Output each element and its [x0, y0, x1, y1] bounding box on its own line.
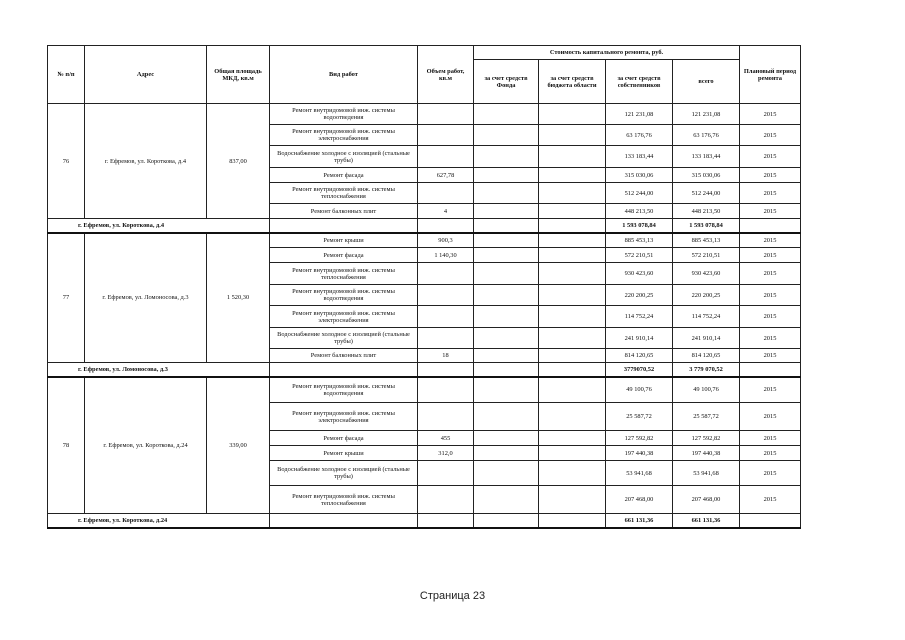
cell-total: 49 100,76 [673, 377, 740, 403]
cell-work [270, 219, 418, 233]
cell-period: 2015 [740, 146, 801, 168]
cell-volume [418, 461, 474, 486]
cell-period: 2015 [740, 168, 801, 183]
cell-period: 2015 [740, 104, 801, 125]
cell-volume [418, 263, 474, 285]
cell-owners: 127 592,82 [606, 431, 673, 446]
header-volume: Объем работ, кв.м [418, 46, 474, 104]
cell-region [539, 219, 606, 233]
cell-owners: 885 453,13 [606, 233, 673, 248]
cell-volume: 627,78 [418, 168, 474, 183]
total-owners: 1 593 078,84 [606, 219, 673, 233]
cell-fund [474, 377, 539, 403]
cell-period: 2015 [740, 431, 801, 446]
row-address: г. Ефремов, ул. Короткова, д.4 [85, 104, 207, 219]
cell-region [539, 104, 606, 125]
cell-volume [418, 146, 474, 168]
header-area: Общая площадь МКД, кв.м [207, 46, 270, 104]
cell-region [539, 328, 606, 349]
cell-volume: 455 [418, 431, 474, 446]
cell-region [539, 363, 606, 377]
cell-fund [474, 514, 539, 528]
cell-volume [418, 219, 474, 233]
cell-total: 121 231,08 [673, 104, 740, 125]
total-owners: 661 131,36 [606, 514, 673, 528]
cell-total: 63 176,76 [673, 125, 740, 146]
cell-work: Ремонт крыши [270, 233, 418, 248]
cell-fund [474, 263, 539, 285]
cell-fund [474, 306, 539, 328]
cell-period [740, 219, 801, 233]
row-number: 78 [48, 377, 85, 514]
header-period: Плановый период ремонта [740, 46, 801, 104]
cell-owners: 53 941,68 [606, 461, 673, 486]
cell-total: 53 941,68 [673, 461, 740, 486]
total-owners: 3779070,52 [606, 363, 673, 377]
cell-work: Ремонт крыши [270, 446, 418, 461]
cell-owners: 241 910,14 [606, 328, 673, 349]
total-address: г. Ефремов, ул. Ломоносова, д.3 [48, 363, 270, 377]
cell-total: 448 213,50 [673, 204, 740, 219]
cell-fund [474, 431, 539, 446]
cell-volume: 900,3 [418, 233, 474, 248]
cell-owners: 133 183,44 [606, 146, 673, 168]
cell-period [740, 514, 801, 528]
cell-volume [418, 183, 474, 204]
header-fund: за счет средств Фонда [474, 60, 539, 104]
cell-period: 2015 [740, 285, 801, 306]
cell-region [539, 486, 606, 514]
cell-period: 2015 [740, 328, 801, 349]
cell-period: 2015 [740, 486, 801, 514]
cell-owners: 814 120,65 [606, 349, 673, 363]
table-row-total [48, 514, 801, 528]
cell-owners: 512 244,00 [606, 183, 673, 204]
cell-owners: 121 231,08 [606, 104, 673, 125]
cell-period: 2015 [740, 183, 801, 204]
cell-work: Ремонт балконных плит [270, 204, 418, 219]
cell-fund [474, 146, 539, 168]
cell-total: 315 030,06 [673, 168, 740, 183]
cell-work: Водоснабжение холодное с изоляцией (стальные трубы) [270, 146, 418, 168]
cell-work: Ремонт внутридомовой инж. системы электроснабжения [270, 403, 418, 431]
total-sum: 1 593 078,84 [673, 219, 740, 233]
cell-volume: 4 [418, 204, 474, 219]
cell-volume [418, 328, 474, 349]
cell-region [539, 125, 606, 146]
total-address: г. Ефремов, ул. Короткова, д.24 [48, 514, 270, 528]
header-work: Вид работ [270, 46, 418, 104]
row-address: г. Ефремов, ул. Короткова, д.24 [85, 377, 207, 514]
cell-work: Водоснабжение холодное с изоляцией (стальные трубы) [270, 328, 418, 349]
row-number: 77 [48, 233, 85, 363]
table-row [48, 377, 801, 403]
cell-fund [474, 248, 539, 263]
cell-work: Ремонт внутридомовой инж. системы водоотведения [270, 104, 418, 125]
cell-period: 2015 [740, 377, 801, 403]
table-row [48, 104, 801, 125]
total-address: г. Ефремов, ул. Короткова, д.4 [48, 219, 270, 233]
cell-total: 814 120,65 [673, 349, 740, 363]
cell-fund [474, 104, 539, 125]
cell-fund [474, 285, 539, 306]
header-address: Адрес [85, 46, 207, 104]
cell-owners: 207 468,00 [606, 486, 673, 514]
cell-volume [418, 363, 474, 377]
cell-owners: 315 030,06 [606, 168, 673, 183]
cell-fund [474, 446, 539, 461]
cell-total: 930 423,60 [673, 263, 740, 285]
cell-period: 2015 [740, 233, 801, 248]
cell-region [539, 377, 606, 403]
cell-fund [474, 125, 539, 146]
header-total: всего [673, 60, 740, 104]
cell-region [539, 233, 606, 248]
cell-volume: 1 140,30 [418, 248, 474, 263]
row-area: 837,00 [207, 104, 270, 219]
cell-period: 2015 [740, 349, 801, 363]
page-number: Страница 23 [419, 590, 486, 602]
cell-total: 133 183,44 [673, 146, 740, 168]
cell-work: Ремонт фасада [270, 248, 418, 263]
cell-period: 2015 [740, 306, 801, 328]
cell-region [539, 285, 606, 306]
cell-owners: 49 100,76 [606, 377, 673, 403]
cell-fund [474, 233, 539, 248]
cell-work: Ремонт фасада [270, 168, 418, 183]
table-body [48, 104, 801, 528]
cell-region [539, 349, 606, 363]
cell-owners: 63 176,76 [606, 125, 673, 146]
cell-fund [474, 461, 539, 486]
cell-work [270, 514, 418, 528]
cell-owners: 197 440,38 [606, 446, 673, 461]
table-row-total [48, 363, 801, 377]
cell-total: 885 453,13 [673, 233, 740, 248]
row-area: 339,00 [207, 377, 270, 514]
cell-region [539, 514, 606, 528]
header-owners: за счет средств собственников [606, 60, 673, 104]
cell-region [539, 306, 606, 328]
cell-period: 2015 [740, 248, 801, 263]
table-row [48, 233, 801, 248]
cell-volume [418, 285, 474, 306]
cell-period: 2015 [740, 446, 801, 461]
cell-region [539, 263, 606, 285]
cell-total: 197 440,38 [673, 446, 740, 461]
cell-period: 2015 [740, 403, 801, 431]
cell-fund [474, 363, 539, 377]
cell-period: 2015 [740, 204, 801, 219]
cell-owners: 448 213,50 [606, 204, 673, 219]
cell-work: Ремонт внутридомовой инж. системы теплоснабжения [270, 486, 418, 514]
cell-region [539, 461, 606, 486]
cell-work: Водоснабжение холодное с изоляцией (стальные трубы) [270, 461, 418, 486]
cell-work: Ремонт внутридомовой инж. системы водоотведения [270, 285, 418, 306]
header-cost-group: Стоимость капитального ремонта, руб. [474, 46, 740, 60]
cell-fund [474, 328, 539, 349]
cell-total: 220 200,25 [673, 285, 740, 306]
cell-volume [418, 514, 474, 528]
table-row-total [48, 219, 801, 233]
cell-work: Ремонт внутридомовой инж. системы электроснабжения [270, 306, 418, 328]
row-address: г. Ефремов, ул. Ломоносова, д.3 [85, 233, 207, 363]
cell-work: Ремонт внутридомовой инж. системы теплоснабжения [270, 263, 418, 285]
cell-owners: 25 587,72 [606, 403, 673, 431]
cell-work: Ремонт внутридомовой инж. системы электроснабжения [270, 125, 418, 146]
cell-fund [474, 349, 539, 363]
row-number: 76 [48, 104, 85, 219]
cell-period [740, 363, 801, 377]
capital-repair-table [47, 45, 801, 529]
cell-volume [418, 104, 474, 125]
cell-work: Ремонт внутридомовой инж. системы водоотведения [270, 377, 418, 403]
cell-owners: 930 423,60 [606, 263, 673, 285]
cell-owners: 114 752,24 [606, 306, 673, 328]
cell-total: 512 244,00 [673, 183, 740, 204]
cell-volume [418, 306, 474, 328]
cell-region [539, 248, 606, 263]
total-sum: 661 131,36 [673, 514, 740, 528]
cell-volume: 18 [418, 349, 474, 363]
cell-fund [474, 486, 539, 514]
cell-owners: 572 210,51 [606, 248, 673, 263]
cell-region [539, 446, 606, 461]
cell-fund [474, 219, 539, 233]
cell-owners: 220 200,25 [606, 285, 673, 306]
cell-region [539, 168, 606, 183]
cell-total: 241 910,14 [673, 328, 740, 349]
total-sum: 3 779 070,52 [673, 363, 740, 377]
cell-volume [418, 403, 474, 431]
cell-fund [474, 168, 539, 183]
cell-period: 2015 [740, 461, 801, 486]
cell-period: 2015 [740, 125, 801, 146]
cell-total: 127 592,82 [673, 431, 740, 446]
header-region: за счет средств бюджета области [539, 60, 606, 104]
cell-work: Ремонт фасада [270, 431, 418, 446]
header-num: № п/п [48, 46, 85, 104]
cell-fund [474, 403, 539, 431]
cell-volume: 312,0 [418, 446, 474, 461]
cell-volume [418, 486, 474, 514]
cell-region [539, 183, 606, 204]
cell-volume [418, 377, 474, 403]
cell-total: 572 210,51 [673, 248, 740, 263]
cell-work: Ремонт внутридомовой инж. системы теплоснабжения [270, 183, 418, 204]
cell-total: 25 587,72 [673, 403, 740, 431]
row-area: 1 520,30 [207, 233, 270, 363]
cell-fund [474, 204, 539, 219]
cell-work: Ремонт балконных плит [270, 349, 418, 363]
cell-total: 114 752,24 [673, 306, 740, 328]
cell-fund [474, 183, 539, 204]
cell-region [539, 146, 606, 168]
cell-work [270, 363, 418, 377]
cell-total: 207 468,00 [673, 486, 740, 514]
cell-region [539, 431, 606, 446]
cell-period: 2015 [740, 263, 801, 285]
cell-volume [418, 125, 474, 146]
cell-region [539, 204, 606, 219]
cell-region [539, 403, 606, 431]
